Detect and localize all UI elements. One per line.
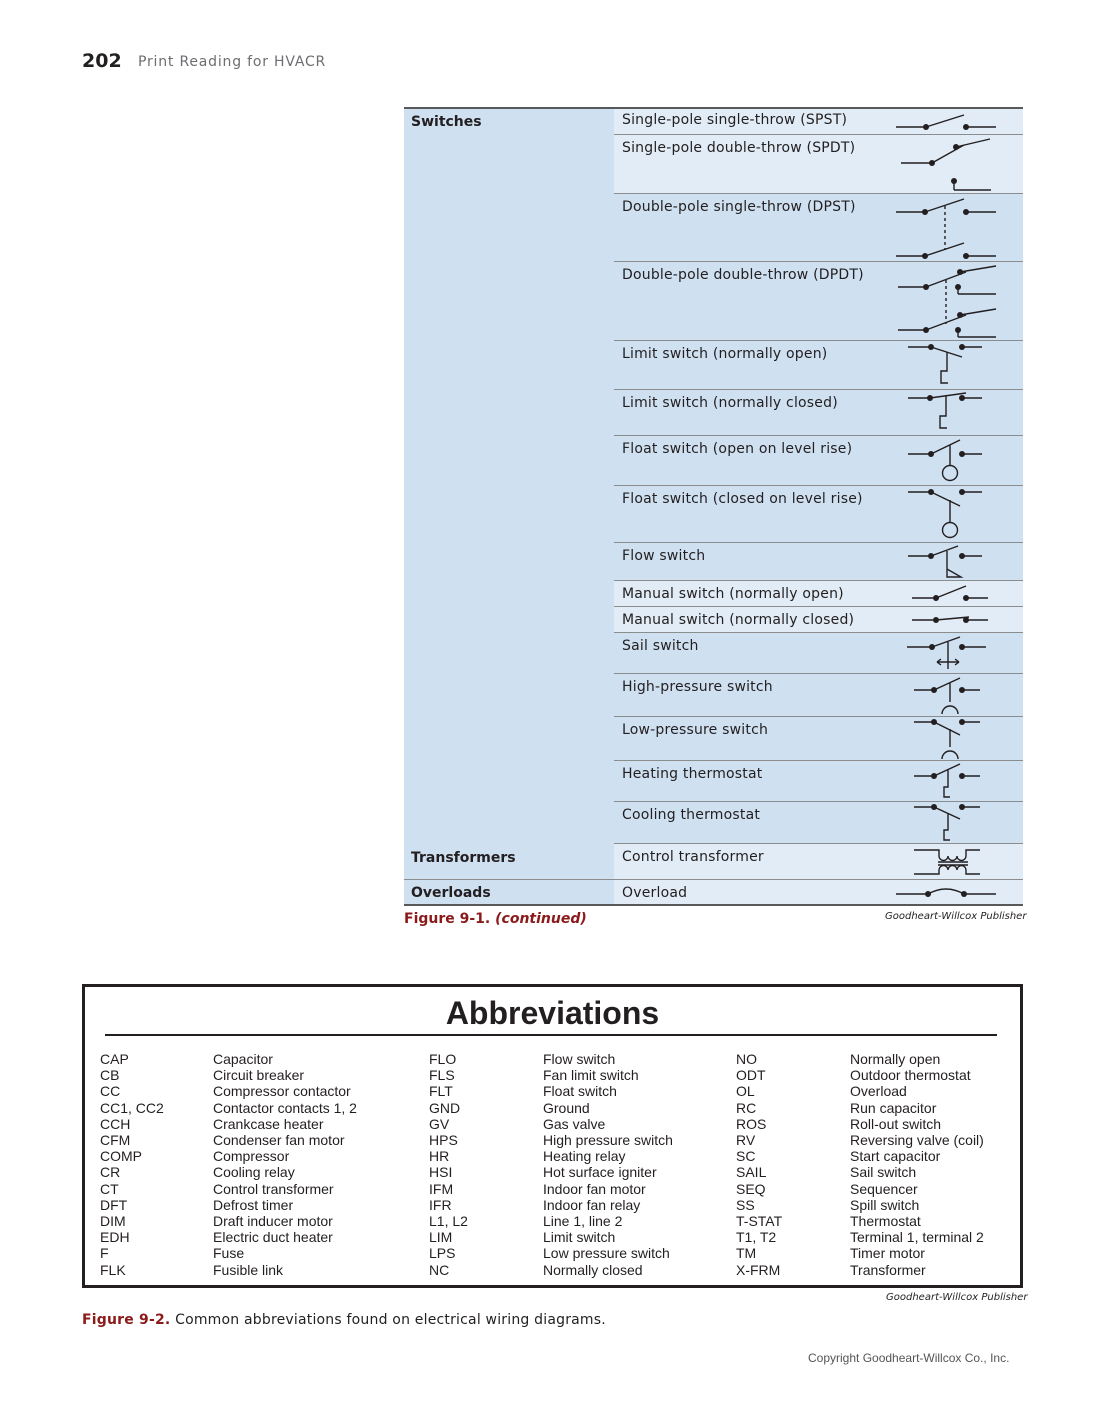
abbreviation-meaning: Fusible link	[213, 1261, 284, 1278]
row-label: Single-pole double-throw (SPDT)	[622, 140, 856, 156]
abbreviation: ODT	[736, 1067, 766, 1084]
abbreviation-meaning: Circuit breaker	[213, 1067, 305, 1084]
abbreviation-meaning: Fuse	[213, 1245, 245, 1262]
abbreviation-meaning: Normally closed	[543, 1261, 643, 1278]
limit-switch-no-symbol	[614, 341, 1023, 390]
heating-thermostat-symbol	[614, 761, 1023, 802]
category-label: Switches	[411, 114, 482, 130]
row-label: Control transformer	[622, 849, 764, 865]
symbol-table	[404, 107, 1023, 905]
category-label: Transformers	[411, 850, 516, 866]
abbreviation-meaning: Condenser fan motor	[213, 1132, 345, 1149]
abbreviation: HR	[429, 1148, 450, 1165]
abbreviation: NO	[736, 1051, 757, 1067]
abbreviation-meaning: Compressor contactor	[213, 1083, 351, 1100]
abbreviation: ROS	[736, 1115, 767, 1132]
category-overloads	[404, 879, 614, 905]
row-cooling-thermostat	[614, 801, 1023, 843]
row-dpst	[614, 193, 1023, 261]
abbreviation: SAIL	[736, 1164, 767, 1181]
manual-switch-no-symbol	[614, 581, 1023, 607]
abbreviation-meaning: Run capacitor	[850, 1099, 937, 1116]
row-heating-thermostat	[614, 760, 1023, 801]
abbreviation-meaning: Sequencer	[850, 1180, 918, 1197]
dpst-symbol	[614, 194, 1023, 262]
abbreviations-box	[82, 984, 1023, 1288]
row-label: Overload	[622, 885, 688, 901]
row-float-open	[614, 435, 1023, 485]
row-label: Low-pressure switch	[622, 722, 769, 738]
abbreviation-meaning: Hot surface igniter	[543, 1164, 657, 1181]
abbreviation-meaning: Spill switch	[850, 1196, 920, 1213]
def-col-3	[850, 1051, 984, 1278]
abbreviation: HSI	[429, 1164, 453, 1181]
abbreviation-meaning: Line 1, line 2	[543, 1213, 623, 1230]
abbreviation-meaning: Thermostat	[850, 1213, 921, 1230]
row-label: High-pressure switch	[622, 679, 773, 695]
abbreviation-meaning: Gas valve	[543, 1115, 606, 1132]
abbreviation-meaning: Low pressure switch	[543, 1245, 670, 1262]
flow-switch-symbol	[614, 543, 1023, 581]
copyright: Copyright Goodheart-Willcox Co., Inc.	[808, 1351, 1010, 1365]
abbreviation-meaning: Start capacitor	[850, 1148, 941, 1165]
row-spst	[614, 107, 1023, 134]
low-pressure-switch-symbol	[614, 717, 1023, 761]
row-label: Single-pole single-throw (SPST)	[622, 112, 848, 128]
row-low-pressure	[614, 716, 1023, 760]
row-dpdt	[614, 261, 1023, 340]
title-rule	[105, 1034, 997, 1036]
abbr-col-3	[736, 1051, 782, 1278]
abbreviation: SS	[736, 1196, 755, 1213]
figure-caption-text: Common abbreviations found on electrical wiring diagrams.	[175, 1312, 606, 1328]
row-overload	[614, 879, 1023, 905]
row-manual-nc	[614, 606, 1023, 632]
spst-symbol	[614, 107, 1023, 134]
abbreviation: HPS	[429, 1132, 458, 1149]
figure-caption	[82, 1312, 606, 1328]
row-control-transformer	[614, 843, 1023, 879]
abbreviation: CAP	[100, 1051, 129, 1067]
abbreviation-meaning: Fan limit switch	[543, 1067, 639, 1084]
abbreviation-meaning: High pressure switch	[543, 1132, 673, 1149]
float-switch-closed-symbol	[614, 486, 1023, 543]
abbreviation-meaning: Capacitor	[213, 1051, 273, 1067]
abbreviation: DFT	[100, 1196, 128, 1213]
row-flow	[614, 542, 1023, 580]
high-pressure-switch-symbol	[614, 674, 1023, 717]
abbreviation-meaning: Timer motor	[850, 1245, 925, 1262]
abbreviation-meaning: Float switch	[543, 1083, 617, 1100]
abbreviation: OL	[736, 1083, 755, 1100]
row-label: Manual switch (normally closed)	[622, 612, 855, 628]
abbreviation: L1, L2	[429, 1213, 468, 1230]
abbr-col-2	[429, 1051, 468, 1278]
abbreviation: FLT	[429, 1083, 453, 1100]
abbreviation-meaning: Compressor	[213, 1148, 290, 1165]
abbreviation: EDH	[100, 1229, 130, 1246]
figure-caption	[404, 911, 587, 927]
abbreviation-meaning: Heating relay	[543, 1148, 626, 1165]
abbreviation: T1, T2	[736, 1229, 777, 1246]
abbreviation: IFM	[429, 1180, 454, 1197]
category-switches	[404, 107, 614, 843]
row-label: Limit switch (normally closed)	[622, 395, 838, 411]
abbreviation: X-FRM	[736, 1261, 781, 1278]
abbreviation-meaning: Defrost timer	[213, 1196, 294, 1213]
row-high-pressure	[614, 673, 1023, 716]
sail-switch-symbol	[614, 633, 1023, 674]
abbreviation-meaning: Draft inducer motor	[213, 1213, 333, 1230]
abbreviation-meaning: Reversing valve (coil)	[850, 1132, 984, 1149]
abbreviation-meaning: Sail switch	[850, 1164, 917, 1181]
abbreviation-meaning: Flow switch	[543, 1051, 616, 1067]
figure-credit: Goodheart-Willcox Publisher	[886, 1292, 1028, 1303]
row-label: Double-pole double-throw (DPDT)	[622, 267, 864, 283]
abbreviation: CCH	[100, 1115, 131, 1132]
transformer-symbol	[614, 844, 1023, 880]
row-label: Limit switch (normally open)	[622, 346, 828, 362]
abbreviation-meaning: Ground	[543, 1099, 590, 1116]
abbreviation: GND	[429, 1099, 461, 1116]
abbreviation: COMP	[100, 1148, 142, 1165]
manual-switch-nc-symbol	[614, 607, 1023, 633]
limit-switch-nc-symbol	[614, 390, 1023, 436]
def-col-2	[543, 1051, 673, 1278]
abbreviation-meaning: Indoor fan relay	[543, 1196, 641, 1213]
row-limit-nc	[614, 389, 1023, 435]
abbreviation-meaning: Control transformer	[213, 1180, 334, 1197]
page-number: 202	[82, 50, 122, 72]
category-transformers	[404, 843, 614, 879]
abbreviation-meaning: Electric duct heater	[213, 1229, 333, 1246]
abbreviation: DIM	[100, 1213, 126, 1230]
float-switch-open-symbol	[614, 436, 1023, 486]
abbreviation-meaning: Contactor contacts 1, 2	[213, 1099, 357, 1116]
abbreviation: CC	[100, 1083, 121, 1100]
abbreviation: CR	[100, 1164, 121, 1181]
row-float-closed	[614, 485, 1023, 542]
row-label: Float switch (open on level rise)	[622, 441, 853, 457]
abbreviation-meaning: Indoor fan motor	[543, 1180, 646, 1197]
abbreviation: IFR	[429, 1196, 452, 1213]
row-manual-no	[614, 580, 1023, 606]
abbreviation-meaning: Outdoor thermostat	[850, 1067, 971, 1084]
abbreviation-meaning: Normally open	[850, 1051, 941, 1067]
row-label: Manual switch (normally open)	[622, 586, 844, 602]
abbreviation: CC1, CC2	[100, 1099, 164, 1116]
row-limit-no	[614, 340, 1023, 389]
table-top-rule	[404, 107, 1023, 109]
abbreviation: RV	[736, 1132, 756, 1149]
abbreviation-meaning: Transformer	[850, 1261, 926, 1278]
abbreviation: CFM	[100, 1132, 131, 1149]
cooling-thermostat-symbol	[614, 802, 1023, 844]
figure-number: Figure 9-2.	[82, 1312, 171, 1328]
dpdt-symbol	[614, 262, 1023, 341]
abbreviation: FLS	[429, 1067, 455, 1084]
row-label: Float switch (closed on level rise)	[622, 491, 863, 507]
book-title: Print Reading for HVACR	[138, 54, 327, 70]
abbr-col-1	[100, 1051, 164, 1278]
abbreviation: SC	[736, 1148, 756, 1165]
abbreviation-meaning: Overload	[850, 1083, 907, 1100]
category-label: Overloads	[411, 885, 491, 901]
abbreviation: CT	[100, 1180, 119, 1197]
abbreviation: TM	[736, 1245, 757, 1262]
abbreviation: FLK	[100, 1261, 126, 1278]
figure-number: Figure 9-1.	[404, 911, 491, 927]
figure-credit: Goodheart-Willcox Publisher	[885, 911, 1027, 922]
row-label: Cooling thermostat	[622, 807, 761, 823]
abbreviation: GV	[429, 1115, 450, 1132]
abbreviation: FLO	[429, 1051, 457, 1067]
abbreviation-meaning: Limit switch	[543, 1229, 616, 1246]
figure-continued: (continued)	[495, 911, 587, 927]
abbreviation-meaning: Crankcase heater	[213, 1115, 324, 1132]
abbreviation: T-STAT	[736, 1213, 783, 1230]
abbreviation: F	[100, 1245, 109, 1262]
abbreviation: SEQ	[736, 1180, 766, 1197]
table-bottom-rule	[404, 904, 1023, 906]
def-col-1	[213, 1051, 357, 1278]
row-sail	[614, 632, 1023, 673]
row-spdt	[614, 134, 1023, 193]
row-label: Heating thermostat	[622, 766, 763, 782]
spdt-symbol	[614, 135, 1023, 194]
row-label: Flow switch	[622, 548, 706, 564]
abbreviation: LIM	[429, 1229, 453, 1246]
abbreviation-meaning: Roll-out switch	[850, 1115, 942, 1132]
row-label: Double-pole single-throw (DPST)	[622, 199, 856, 215]
abbreviation: RC	[736, 1099, 757, 1116]
abbreviation-meaning: Terminal 1, terminal 2	[850, 1229, 984, 1246]
abbreviations-title: Abbreviations	[445, 995, 660, 1031]
abbreviation: LPS	[429, 1245, 456, 1262]
overload-symbol	[614, 880, 1023, 906]
abbreviation-meaning: Cooling relay	[213, 1164, 295, 1181]
abbreviation: CB	[100, 1067, 120, 1084]
row-label: Sail switch	[622, 638, 699, 654]
abbreviation: NC	[429, 1261, 450, 1278]
